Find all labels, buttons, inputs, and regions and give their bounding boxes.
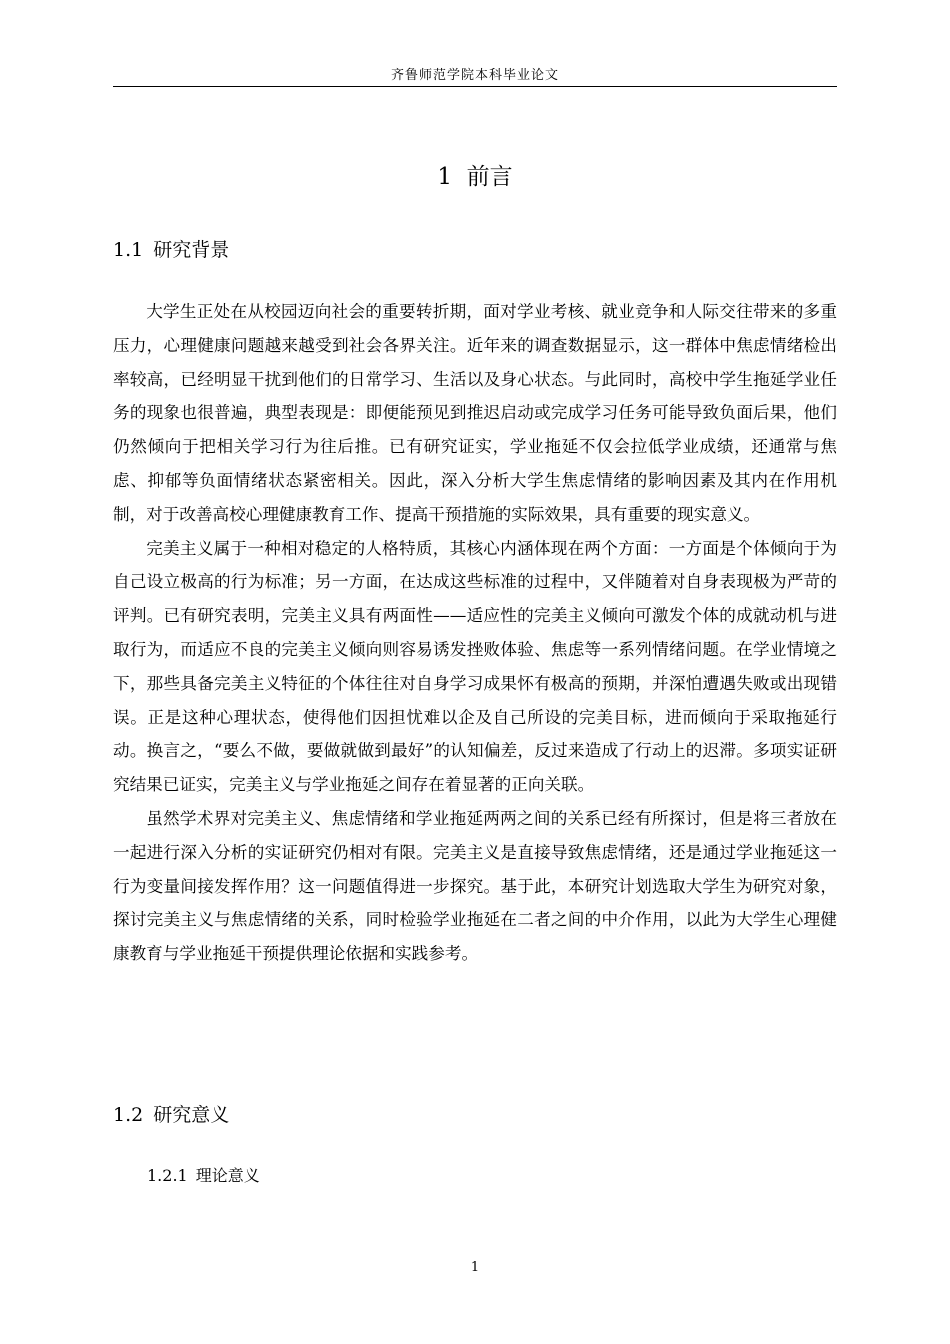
section-title-research-significance xyxy=(113,1101,229,1129)
subsection-title-text: 理论意义 xyxy=(195,1166,260,1185)
section-title-research-background xyxy=(113,236,229,264)
body-paragraph: 虽然学术界对完美主义、焦虑情绪和学业拖延两两之间的关系已经有所探讨，但是将三者放在一起进行深入分析的实证研究仍相对有限。完美主义是直接导致焦虑情绪，还是通过学业拖延这一行为变量间接发挥作用？这一问题值得进一步探究。基于此，本研究计划选取大学生为研究对象，探讨完美主义与焦虑情绪的关系，同时检验学业拖延在二者之间的中介作用，以此为大学生心理健康教育与学业拖延干预提供理论依据和实践参考。 xyxy=(113,808,837,964)
section-title-text: 研究意义 xyxy=(153,1104,230,1126)
section-body-research-background xyxy=(113,295,837,971)
chapter-title-text: 前言 xyxy=(466,164,513,190)
body-paragraph: 完美主义属于一种相对稳定的人格特质，其核心内涵体现在两个方面：一方面是个体倾向于为自己设立极高的行为标准；另一方面，在达成这些标准的过程中，又伴随着对自身表现极为严苛的评判。已有研究表明，完美主义具有两面性——适应性的完美主义倾向可激发个体的成就动机与进取行为，而适应不良的完美主义倾向则容易诱发挫败体验、焦虑等一系列情绪问题。在学业情境之下，那些具备完美主义特征的个体往往对自身学习成果怀有极高的预期，并深怕遭遇失败或出现错误。正是这种心理状态，使得他们因担忧难以企及自己所设的完美目标，进而倾向于采取拖延行动。换言之，“要么不做，要做就做到最好”的认知偏差，反过来造成了行动上的迟滞。多项实证研究结果已证实，完美主义与学业拖延之间存在着显著的正向关联。 xyxy=(113,538,837,795)
chapter-number: 1 xyxy=(437,164,452,190)
running-header: 齐鲁师范学院本科毕业论文 xyxy=(390,68,559,83)
chapter-title xyxy=(113,160,837,194)
subsection-number: 1.2.1 xyxy=(147,1166,188,1185)
header-rule xyxy=(113,86,837,87)
section-number: 1.1 xyxy=(113,239,144,261)
section-number: 1.2 xyxy=(113,1104,144,1126)
body-paragraph: 大学生正处在从校园迈向社会的重要转折期，面对学业考核、就业竞争和人际交往带来的多重压力，心理健康问题越来越受到社会各界关注。近年来的调查数据显示，这一群体中焦虑情绪检出率较高，已经明显干扰到他们的日常学习、生活以及身心状态。与此同时，高校中学生拖延学业任务的现象也很普遍，典型表现是：即便能预见到推迟启动或完成学习任务可能导致负面后果，他们仍然倾向于把相关学习行为往后推。已有研究证实，学业拖延不仅会拉低学业成绩，还通常与焦虑、抑郁等负面情绪状态紧密相关。因此，深入分析大学生焦虑情绪的影响因素及其内在作用机制，对于改善高校心理健康教育工作、提高干预措施的实际效果，具有重要的现实意义。 xyxy=(113,302,837,524)
subsection-title-theoretical-significance xyxy=(147,1163,260,1189)
section-title-text: 研究背景 xyxy=(153,239,230,261)
page-number: 1 xyxy=(470,1260,480,1275)
